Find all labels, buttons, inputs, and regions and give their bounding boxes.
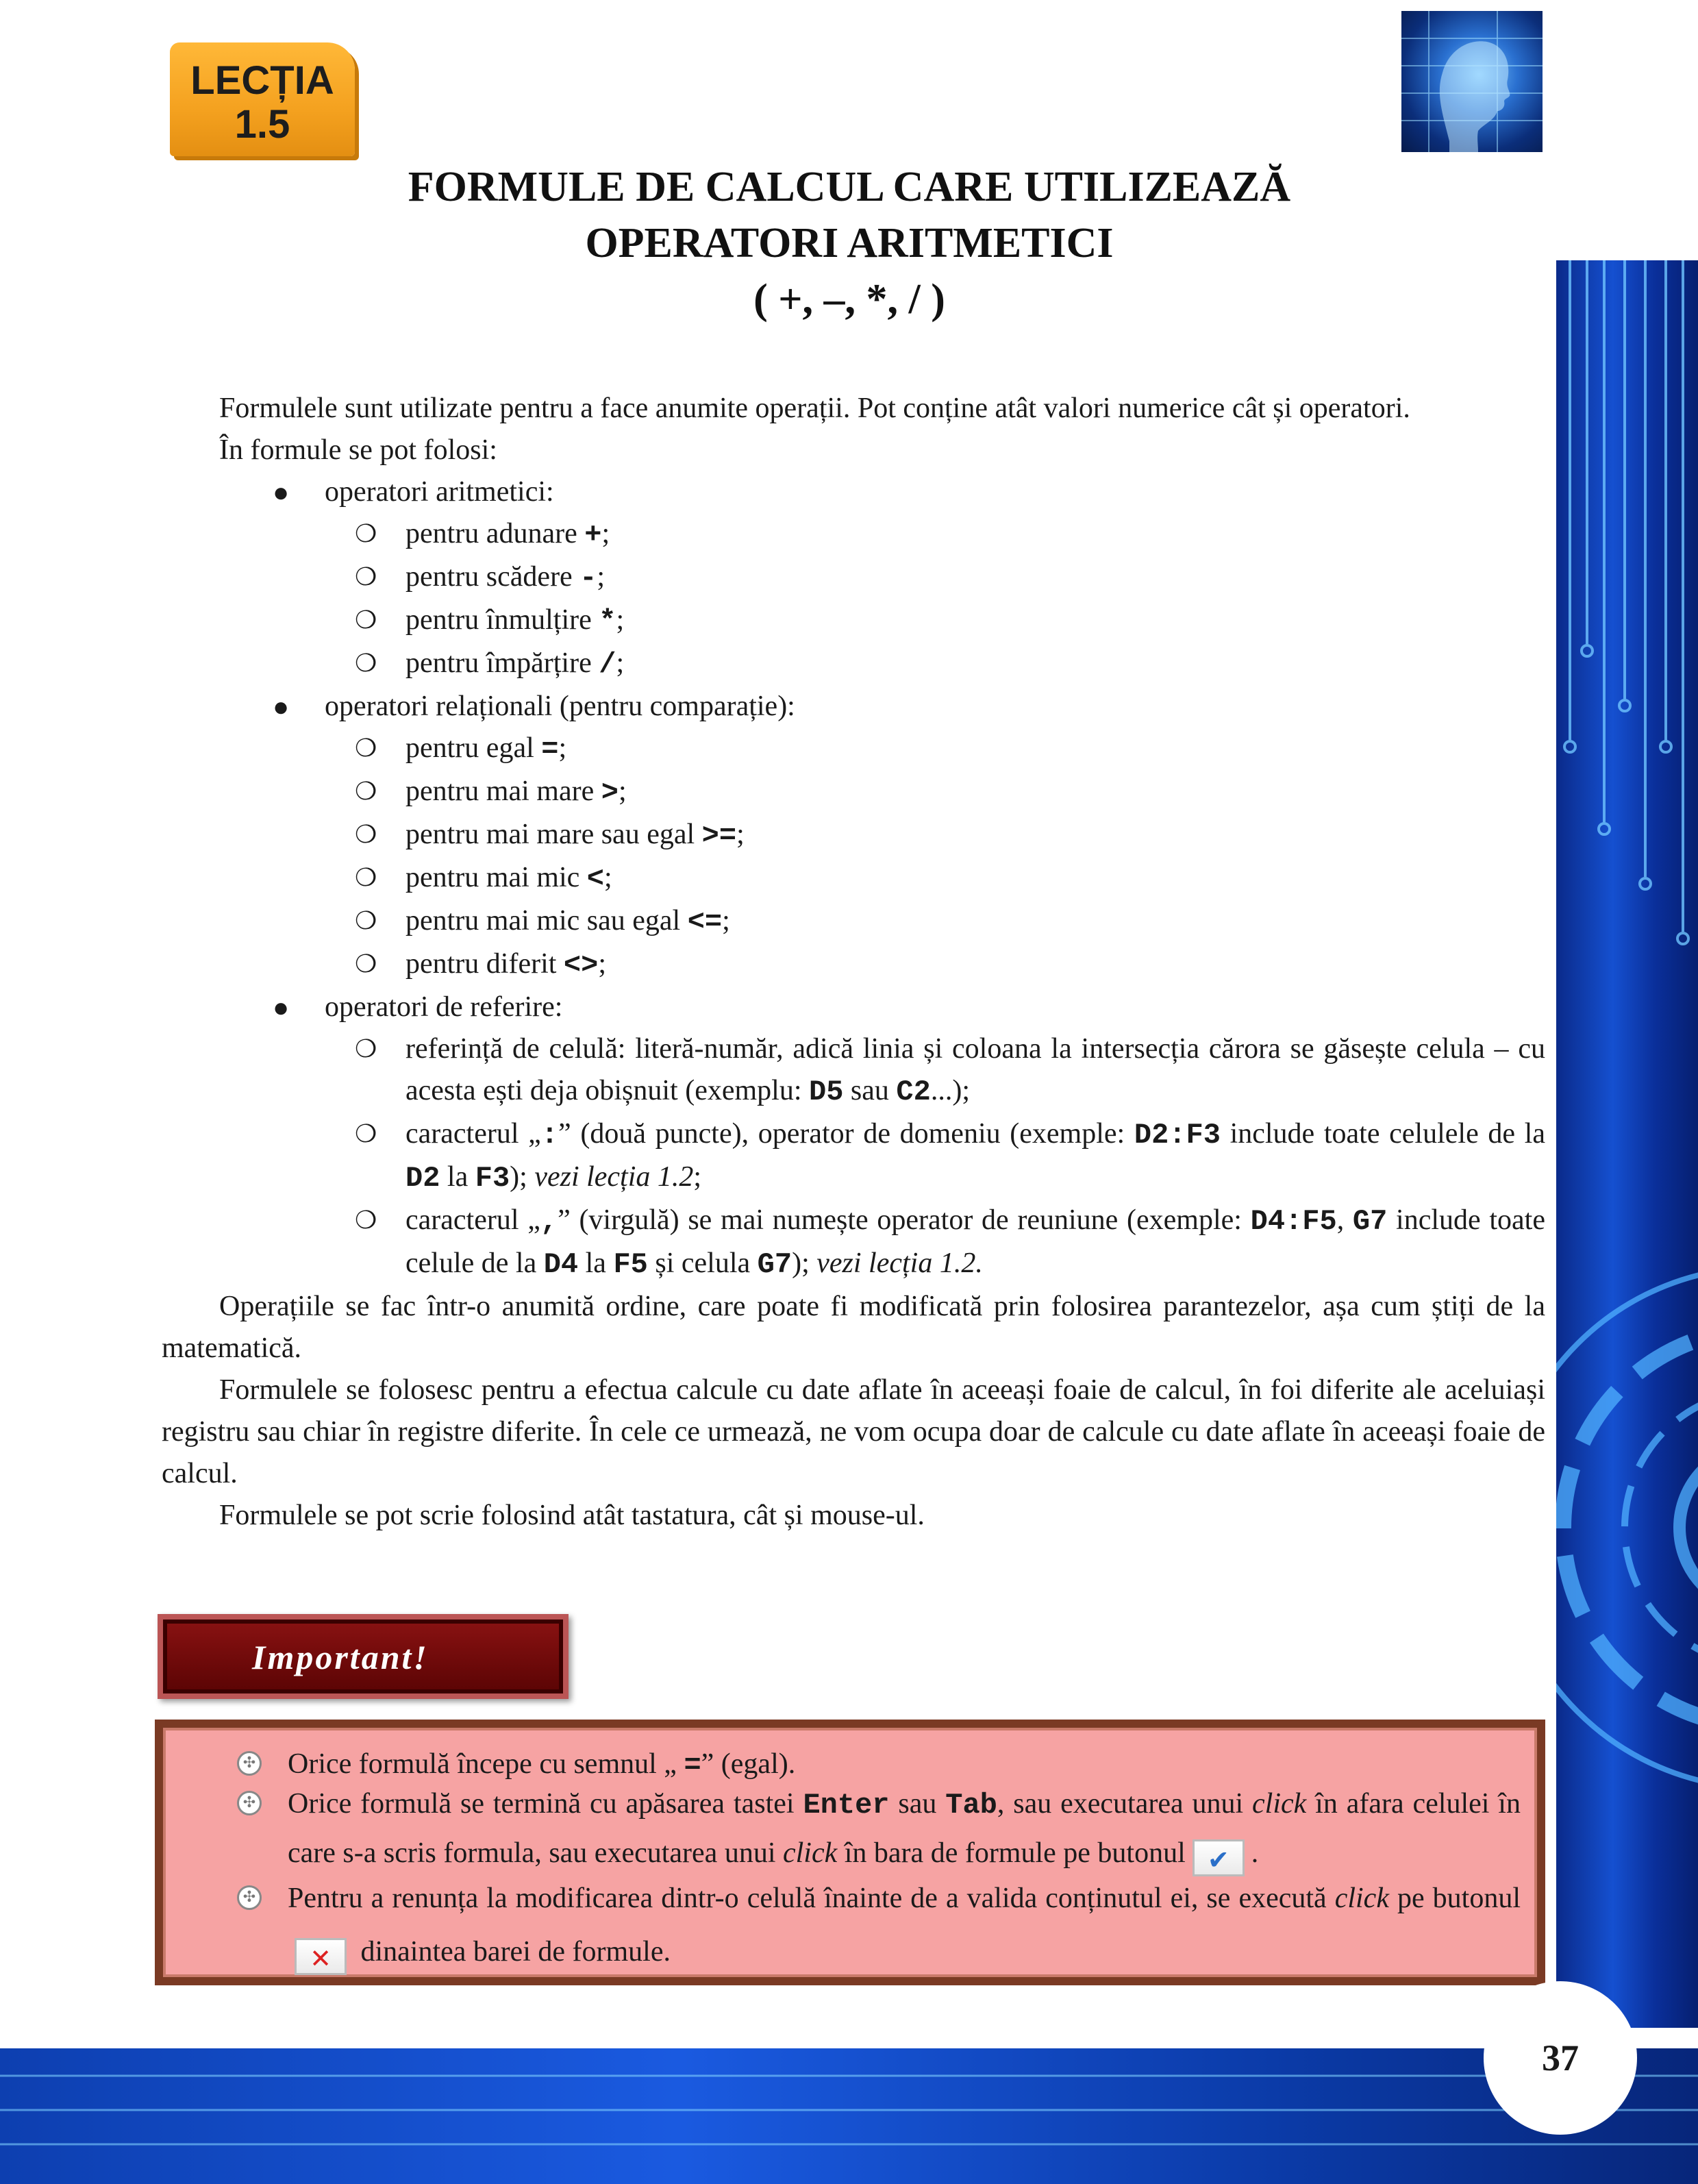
cell-ref: D5 <box>808 1076 844 1108</box>
note-bullet-icon: ✣ <box>237 1885 262 1910</box>
list-item: ❍ pentru mai mic sau egal <=; <box>162 900 1545 943</box>
circle-bullet-icon: ❍ <box>355 520 377 547</box>
note-text-part: Pentru a renunța la modificarea dintr-o celulă înainte de a valida conținutul ei, se execută <box>288 1883 1335 1914</box>
list-item <box>162 1113 1545 1200</box>
circle-bullet-icon: ❍ <box>355 864 377 891</box>
list-item-arith <box>162 471 1545 513</box>
cell-ref: F5 <box>613 1248 648 1281</box>
list-item: ❍ pentru diferit <>; <box>162 943 1545 986</box>
circle-bullet-icon: ❍ <box>355 649 377 677</box>
note-text-part: click <box>1334 1883 1389 1914</box>
bullet-icon: ● <box>273 477 290 508</box>
list-item <box>162 1200 1545 1286</box>
list-item <box>162 1028 1545 1113</box>
note-text-part: , sau executarea unui <box>997 1788 1253 1820</box>
circuit-decoration-bottom <box>0 2048 1698 2184</box>
ai-head-icon <box>1401 11 1543 152</box>
note-text-part: click <box>782 1837 838 1869</box>
bullet-icon: ● <box>273 691 290 722</box>
list-item: ❍ pentru mai mic <; <box>162 857 1545 900</box>
reference-label: operatori de referire: <box>325 991 563 1023</box>
key-name: Tab <box>945 1789 997 1822</box>
list-item: ❍ pentru adunare +; <box>162 513 1545 556</box>
item-text: la <box>578 1248 614 1279</box>
list-item: ❍ pentru înmulțire *; <box>162 599 1545 643</box>
item-text: ; <box>693 1161 702 1193</box>
operator: : <box>540 1119 559 1152</box>
ai-head-image <box>1401 11 1543 152</box>
item-text: pentru egal <box>405 732 542 764</box>
check-icon: ✔ <box>1193 1839 1245 1876</box>
item-text: caracterul „ <box>405 1204 540 1236</box>
operator: , <box>540 1205 558 1238</box>
important-note-box <box>155 1720 1545 1985</box>
circle-bullet-icon: ❍ <box>355 1120 377 1147</box>
operator: + <box>584 519 602 551</box>
cell-ref: F3 <box>475 1162 510 1195</box>
page-number: 37 <box>1484 1981 1637 2135</box>
note-text-part: în bara de formule pe butonul <box>837 1837 1186 1869</box>
list-item: ❍ pentru mai mare sau egal >=; <box>162 814 1545 857</box>
lesson-body <box>162 388 1545 1537</box>
circle-bullet-icon: ❍ <box>355 606 377 634</box>
item-text: pentru scădere <box>405 561 580 593</box>
item-text: pentru adunare <box>405 518 585 549</box>
item-text: include toate celulele de la <box>1220 1118 1545 1150</box>
circle-bullet-icon: ❍ <box>355 950 377 978</box>
title-line-3: ( +, –, *, / ) <box>753 276 945 323</box>
circle-bullet-icon: ❍ <box>355 907 377 934</box>
item-text: pentru înmulțire <box>405 604 599 636</box>
cell-ref: C2 <box>896 1076 931 1108</box>
arith-label: operatori aritmetici: <box>325 476 554 508</box>
operator: <= <box>687 906 723 939</box>
note-text-part: Orice formulă începe cu semnul „ <box>288 1748 684 1780</box>
operator: <> <box>563 949 599 982</box>
list-item: ❍ pentru egal =; <box>162 728 1545 771</box>
note-text-part: ” (egal). <box>701 1748 796 1780</box>
note-bullet-icon: ✣ <box>237 1791 262 1815</box>
cancel-x-icon: ✕ <box>295 1938 347 1975</box>
cell-ref: D2 <box>405 1162 440 1195</box>
operator: >= <box>701 819 737 852</box>
item-text: ); <box>792 1248 817 1279</box>
item-text: sau <box>843 1075 897 1106</box>
note-text-part: Orice formulă se termină cu apăsarea tastei <box>288 1788 803 1820</box>
note-text <box>288 1746 1521 1784</box>
item-text: , <box>1336 1204 1353 1236</box>
note-text-part: . <box>1251 1837 1259 1869</box>
bullet-icon: ● <box>273 992 290 1023</box>
list-item-relational <box>162 686 1545 728</box>
key-name: Enter <box>803 1789 890 1822</box>
lesson-badge <box>170 42 355 156</box>
paragraph-order: Operațiile se fac într-o anumită ordine, care poate fi modificată prin folosirea parantezelor, așa cum știți de la matematică. <box>162 1291 1545 1364</box>
item-text: la <box>440 1161 475 1193</box>
cell-range: D4:F5 <box>1250 1205 1337 1238</box>
circle-bullet-icon: ❍ <box>355 563 377 591</box>
item-text: include toate celule de la <box>405 1204 1545 1279</box>
operator: = <box>541 733 559 766</box>
relational-label: operatori relaționali (pentru comparație): <box>325 691 795 722</box>
lesson-reference: vezi lecția 1.2. <box>816 1248 983 1279</box>
circle-bullet-icon: ❍ <box>355 778 377 805</box>
item-text: pentru diferit <box>405 948 564 980</box>
circle-bullet-icon: ❍ <box>355 1035 377 1063</box>
item-text: ” (două puncte), operator de domeniu (exemple: <box>558 1118 1134 1150</box>
important-label: Important! <box>252 1638 429 1676</box>
note-text-part: în afara celulei în care s-a scris formula, sau executarea unui <box>288 1788 1521 1869</box>
item-text: pentru mai mic sau egal <box>405 905 688 936</box>
list-item-reference <box>162 986 1545 1028</box>
operator: < <box>586 863 604 895</box>
cell-ref: G7 <box>1352 1205 1388 1238</box>
circle-bullet-icon: ❍ <box>355 821 377 848</box>
cell-range: D2:F3 <box>1134 1119 1221 1152</box>
item-text: pentru mai mare sau egal <box>405 819 702 850</box>
item-text: caracterul „ <box>405 1118 541 1150</box>
item-text: și celula <box>647 1248 758 1279</box>
item-text: ...); <box>930 1075 970 1106</box>
lesson-badge-label: LECȚIA <box>190 58 334 103</box>
note-bullet-icon: ✣ <box>237 1751 262 1776</box>
list-item: ❍ pentru mai mare >; <box>162 771 1545 814</box>
note-text-part: dinaintea barei de formule. <box>353 1936 671 1968</box>
lesson-reference: vezi lecția 1.2 <box>534 1161 694 1193</box>
circle-bullet-icon: ❍ <box>355 734 377 762</box>
cell-ref: D4 <box>543 1248 579 1281</box>
operator: - <box>579 562 597 595</box>
note-text <box>288 1872 1521 1978</box>
paragraph-input: Formulele se pot scrie folosind atât tastatura, cât și mouse-ul. <box>219 1500 925 1531</box>
item-text: referință de celulă: literă-număr, adică linia și coloana la intersecția cărora se găsește celula – cu acesta ești deja obișnuit (exemplu: <box>405 1033 1545 1106</box>
item-text: ); <box>510 1161 535 1193</box>
operator: = <box>684 1749 701 1782</box>
item-text: pentru mai mic <box>405 862 587 893</box>
operator: > <box>601 776 619 809</box>
lesson-badge-number: 1.5 <box>234 102 290 147</box>
cell-ref: G7 <box>757 1248 792 1281</box>
circle-bullet-icon: ❍ <box>355 1206 377 1234</box>
item-text: ” (virgulă) se mai numește operator de reuniune (exemple: <box>558 1204 1251 1236</box>
intro-paragraph-1: Formulele sunt utilizate pentru a face anumite operații. Pot conține atât valori numerice cât și operatori. <box>219 393 1410 424</box>
operator: / <box>599 648 616 681</box>
important-banner <box>158 1614 569 1699</box>
item-text: pentru împărțire <box>405 647 599 679</box>
note-text <box>288 1780 1521 1877</box>
list-item: ❍ pentru împărțire /; <box>162 643 1545 686</box>
page-title <box>205 159 1493 327</box>
title-line-1: FORMULE DE CALCUL CARE UTILIZEAZĂ <box>408 164 1291 210</box>
note-text-part: sau <box>889 1788 946 1820</box>
circuit-bottom-icon <box>0 2048 1698 2184</box>
list-item: ❍ pentru scădere -; <box>162 556 1545 599</box>
circuit-decoration-right <box>1556 260 1698 2028</box>
item-text: pentru mai mare <box>405 775 601 807</box>
circuit-icon <box>1556 260 1698 2028</box>
paragraph-formulas: Formulele se folosesc pentru a efectua calcule cu date aflate în aceeași foaie de calcul, în foi diferite ale aceluiași registru sau chiar în registre diferite. În cele ce urmează, ne vom ocupa doar de calcule cu date aflate în aceeași foaie de calcul. <box>162 1374 1545 1489</box>
intro-paragraph-2: În formule se pot folosi: <box>219 434 497 466</box>
operator: * <box>599 605 616 638</box>
note-text-part: pe butonul <box>1388 1883 1521 1914</box>
note-text-part: click <box>1252 1788 1307 1820</box>
title-line-2: OPERATORI ARITMETICI <box>585 220 1114 266</box>
